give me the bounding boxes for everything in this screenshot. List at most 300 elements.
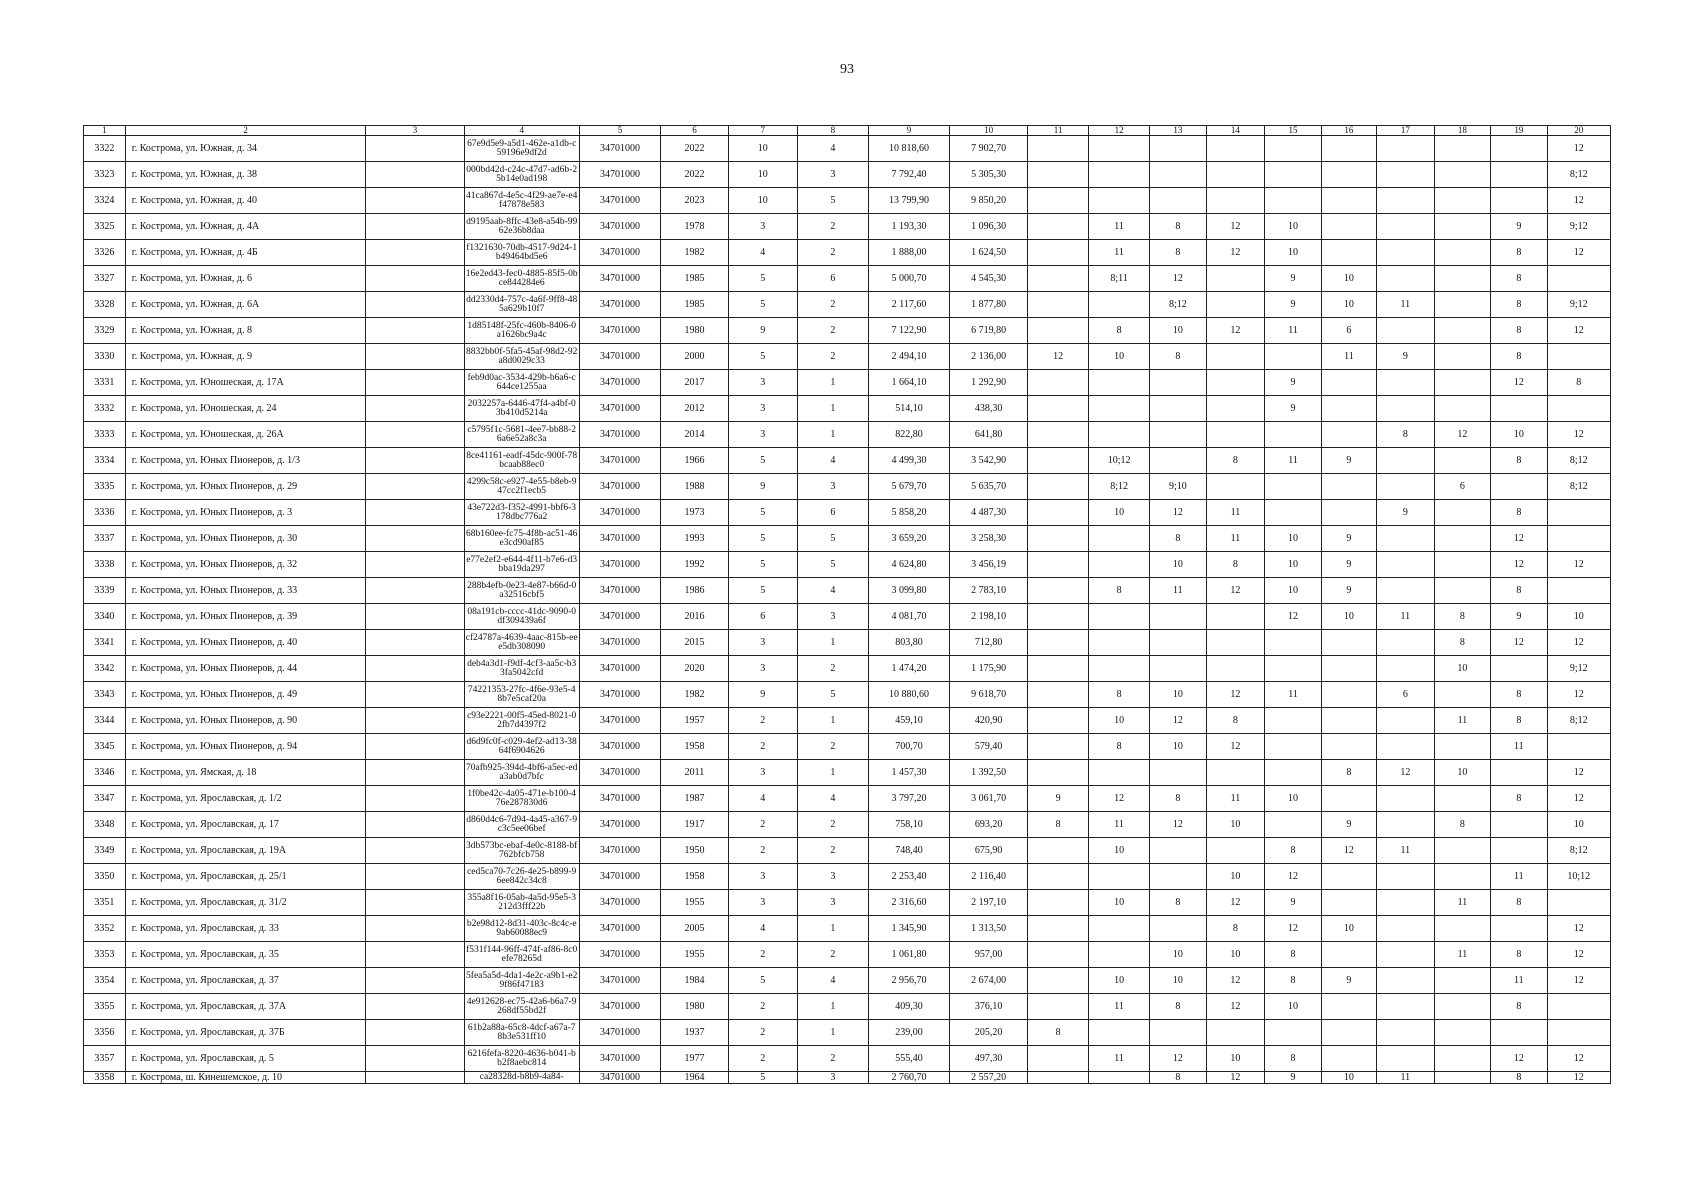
- cell-c11: [1028, 838, 1089, 864]
- cell-col-3: [366, 1072, 464, 1084]
- cell-c20: 9;12: [1547, 214, 1610, 240]
- cell-address: г. Кострома, ул. Юных Пионеров, д. 39: [125, 604, 366, 630]
- cell-c12: [1089, 760, 1150, 786]
- table-row: [84, 396, 1611, 422]
- cell-c11: [1028, 604, 1089, 630]
- cell-c13: 10: [1150, 318, 1206, 344]
- cell-total-area: 700,70: [868, 734, 949, 760]
- cell-c17: [1377, 370, 1435, 396]
- cell-c18: [1434, 136, 1490, 162]
- cell-col-3: [366, 370, 464, 396]
- cell-c15: 10: [1265, 994, 1321, 1020]
- cell-living-area: 376,10: [950, 994, 1028, 1020]
- table-row: [84, 422, 1611, 448]
- cell-floors: 3: [728, 396, 797, 422]
- cell-guid: 08a191cb-cccc-41dc-9090-0df309439a6f: [464, 604, 579, 630]
- table-row: [84, 682, 1611, 708]
- cell-build-year: 1992: [661, 552, 729, 578]
- cell-total-area: 822,80: [868, 422, 949, 448]
- table-row: [84, 370, 1611, 396]
- table-row: [84, 734, 1611, 760]
- cell-c18: [1434, 266, 1490, 292]
- cell-c12: [1089, 526, 1150, 552]
- cell-total-area: 1 061,80: [868, 942, 949, 968]
- cell-living-area: 2 116,40: [950, 864, 1028, 890]
- cell-build-year: 1987: [661, 786, 729, 812]
- cell-guid: 4e912628-ec75-42a6-b6a7-9268df55bd2f: [464, 994, 579, 1020]
- cell-living-area: 641,80: [950, 422, 1028, 448]
- cell-c18: [1434, 968, 1490, 994]
- cell-c16: 11: [1321, 344, 1376, 370]
- cell-c18: 10: [1434, 656, 1490, 682]
- cell-floors: 5: [728, 266, 797, 292]
- cell-living-area: 2 557,20: [950, 1072, 1028, 1084]
- cell-c11: [1028, 994, 1089, 1020]
- cell-total-area: 2 117,60: [868, 292, 949, 318]
- cell-c19: 12: [1491, 526, 1547, 552]
- housing-register-table: [83, 125, 1611, 1084]
- cell-c18: 6: [1434, 474, 1490, 500]
- cell-c17: [1377, 968, 1435, 994]
- cell-c17: 8: [1377, 422, 1435, 448]
- column-number-row: [84, 126, 1611, 136]
- cell-total-area: 748,40: [868, 838, 949, 864]
- cell-living-area: 1 877,80: [950, 292, 1028, 318]
- cell-c18: [1434, 500, 1490, 526]
- cell-c13: [1150, 422, 1206, 448]
- cell-c19: 12: [1491, 370, 1547, 396]
- cell-c12: 10: [1089, 344, 1150, 370]
- cell-c18: [1434, 916, 1490, 942]
- column-number-cell: 7: [728, 126, 797, 136]
- table-row: [84, 786, 1611, 812]
- cell-build-year: 2015: [661, 630, 729, 656]
- cell-c11: [1028, 656, 1089, 682]
- cell-build-year: 1980: [661, 994, 729, 1020]
- cell-guid: 5fea5a5d-4da1-4e2c-a9b1-e29f86f47183: [464, 968, 579, 994]
- cell-living-area: 712,80: [950, 630, 1028, 656]
- cell-entrances: 6: [797, 500, 868, 526]
- cell-total-area: 239,00: [868, 1020, 949, 1046]
- cell-c15: [1265, 630, 1321, 656]
- cell-c20: 8;12: [1547, 474, 1610, 500]
- cell-row-id: 3352: [84, 916, 126, 942]
- cell-c16: 8: [1321, 760, 1376, 786]
- cell-c11: 8: [1028, 812, 1089, 838]
- cell-guid: c5795f1c-5681-4ee7-bb88-26a6e52a8c3a: [464, 422, 579, 448]
- cell-c12: [1089, 1020, 1150, 1046]
- cell-c13: 8;12: [1150, 292, 1206, 318]
- cell-col-3: [366, 682, 464, 708]
- table-row: [84, 344, 1611, 370]
- cell-guid: cf24787a-4639-4aac-815b-eee5db308090: [464, 630, 579, 656]
- cell-c15: [1265, 188, 1321, 214]
- cell-c11: 9: [1028, 786, 1089, 812]
- cell-c13: 12: [1150, 812, 1206, 838]
- cell-c17: [1377, 240, 1435, 266]
- cell-address: г. Кострома, ул. Юных Пионеров, д. 29: [125, 474, 366, 500]
- cell-c17: 6: [1377, 682, 1435, 708]
- cell-living-area: 5 305,30: [950, 162, 1028, 188]
- cell-entrances: 2: [797, 942, 868, 968]
- cell-c14: 10: [1206, 864, 1265, 890]
- cell-c19: [1491, 1020, 1547, 1046]
- cell-row-id: 3339: [84, 578, 126, 604]
- cell-floors: 10: [728, 162, 797, 188]
- cell-row-id: 3357: [84, 1046, 126, 1072]
- cell-c19: [1491, 838, 1547, 864]
- cell-c13: 10: [1150, 552, 1206, 578]
- cell-c17: 9: [1377, 344, 1435, 370]
- cell-c16: 9: [1321, 812, 1376, 838]
- cell-c18: [1434, 734, 1490, 760]
- cell-c15: 9: [1265, 370, 1321, 396]
- cell-build-year: 2012: [661, 396, 729, 422]
- cell-c15: 8: [1265, 838, 1321, 864]
- cell-c14: 12: [1206, 890, 1265, 916]
- cell-entrances: 5: [797, 682, 868, 708]
- cell-total-area: 2 760,70: [868, 1072, 949, 1084]
- cell-address: г. Кострома, ул. Юных Пионеров, д. 94: [125, 734, 366, 760]
- cell-c15: [1265, 162, 1321, 188]
- cell-row-id: 3326: [84, 240, 126, 266]
- cell-c16: 9: [1321, 448, 1376, 474]
- cell-row-id: 3351: [84, 890, 126, 916]
- cell-address: г. Кострома, ул. Южная, д. 4Б: [125, 240, 366, 266]
- cell-row-id: 3345: [84, 734, 126, 760]
- cell-c12: 10: [1089, 968, 1150, 994]
- table-row: [84, 838, 1611, 864]
- cell-entrances: 3: [797, 162, 868, 188]
- cell-build-year: 1958: [661, 734, 729, 760]
- cell-floors: 3: [728, 370, 797, 396]
- cell-col-3: [366, 266, 464, 292]
- cell-address: г. Кострома, ул. Юных Пионеров, д. 3: [125, 500, 366, 526]
- cell-c13: [1150, 1020, 1206, 1046]
- cell-total-area: 2 316,60: [868, 890, 949, 916]
- cell-total-area: 10 818,60: [868, 136, 949, 162]
- cell-c19: 11: [1491, 734, 1547, 760]
- cell-c14: 12: [1206, 240, 1265, 266]
- cell-floors: 5: [728, 552, 797, 578]
- cell-total-area: 4 081,70: [868, 604, 949, 630]
- cell-guid: 288b4efb-0e23-4e87-b66d-0a32516cbf5: [464, 578, 579, 604]
- table-row: [84, 448, 1611, 474]
- cell-c20: 9;12: [1547, 656, 1610, 682]
- cell-oktmo: 34701000: [579, 812, 660, 838]
- cell-c19: [1491, 916, 1547, 942]
- column-number-cell: 20: [1547, 126, 1610, 136]
- cell-c20: 10: [1547, 812, 1610, 838]
- cell-c14: 8: [1206, 916, 1265, 942]
- cell-c18: [1434, 1046, 1490, 1072]
- cell-c15: 11: [1265, 318, 1321, 344]
- cell-c13: [1150, 370, 1206, 396]
- cell-c12: 10;12: [1089, 448, 1150, 474]
- cell-build-year: 1958: [661, 864, 729, 890]
- cell-c17: [1377, 474, 1435, 500]
- cell-build-year: 1985: [661, 292, 729, 318]
- cell-oktmo: 34701000: [579, 734, 660, 760]
- cell-guid: 67e9d5e9-a5d1-462e-a1db-c59196e9df2d: [464, 136, 579, 162]
- cell-c14: [1206, 344, 1265, 370]
- cell-living-area: 1 292,90: [950, 370, 1028, 396]
- cell-c20: 12: [1547, 188, 1610, 214]
- cell-c13: 10: [1150, 682, 1206, 708]
- table-row: [84, 916, 1611, 942]
- cell-address: г. Кострома, ул. Южная, д. 40: [125, 188, 366, 214]
- cell-address: г. Кострома, ул. Южная, д. 9: [125, 344, 366, 370]
- table-row: [84, 188, 1611, 214]
- cell-c20: [1547, 578, 1610, 604]
- cell-row-id: 3341: [84, 630, 126, 656]
- cell-guid: e77e2ef2-e644-4f11-b7e6-d3bba19da297: [464, 552, 579, 578]
- cell-c15: [1265, 760, 1321, 786]
- cell-c16: [1321, 864, 1376, 890]
- cell-floors: 2: [728, 734, 797, 760]
- cell-c14: 11: [1206, 500, 1265, 526]
- cell-col-3: [366, 136, 464, 162]
- cell-c16: [1321, 890, 1376, 916]
- cell-total-area: 1 457,30: [868, 760, 949, 786]
- cell-c13: [1150, 656, 1206, 682]
- cell-entrances: 3: [797, 864, 868, 890]
- cell-c20: 12: [1547, 786, 1610, 812]
- cell-floors: 9: [728, 682, 797, 708]
- cell-build-year: 1984: [661, 968, 729, 994]
- cell-total-area: 3 099,80: [868, 578, 949, 604]
- cell-c14: [1206, 188, 1265, 214]
- cell-c13: 11: [1150, 578, 1206, 604]
- cell-c11: [1028, 500, 1089, 526]
- cell-living-area: 7 902,70: [950, 136, 1028, 162]
- cell-oktmo: 34701000: [579, 292, 660, 318]
- cell-c11: [1028, 292, 1089, 318]
- cell-c14: [1206, 266, 1265, 292]
- cell-living-area: 3 542,90: [950, 448, 1028, 474]
- cell-c17: [1377, 162, 1435, 188]
- cell-c14: 12: [1206, 318, 1265, 344]
- cell-col-3: [366, 812, 464, 838]
- cell-guid: 74221353-27fc-4f6e-93e5-48b7e5caf20a: [464, 682, 579, 708]
- cell-floors: 5: [728, 578, 797, 604]
- cell-row-id: 3343: [84, 682, 126, 708]
- cell-c19: 8: [1491, 266, 1547, 292]
- cell-living-area: 2 783,10: [950, 578, 1028, 604]
- cell-c15: 9: [1265, 292, 1321, 318]
- cell-address: г. Кострома, ул. Ярославская, д. 25/1: [125, 864, 366, 890]
- cell-floors: 3: [728, 422, 797, 448]
- cell-c18: 8: [1434, 604, 1490, 630]
- cell-c14: 10: [1206, 1046, 1265, 1072]
- cell-c15: 8: [1265, 968, 1321, 994]
- cell-build-year: 1973: [661, 500, 729, 526]
- cell-c13: [1150, 448, 1206, 474]
- page-number: 93: [840, 62, 854, 77]
- cell-total-area: 555,40: [868, 1046, 949, 1072]
- cell-c16: [1321, 682, 1376, 708]
- cell-build-year: 1982: [661, 240, 729, 266]
- cell-c15: 10: [1265, 526, 1321, 552]
- cell-oktmo: 34701000: [579, 578, 660, 604]
- cell-guid: f531f144-96ff-474f-af86-8c0efe78265d: [464, 942, 579, 968]
- cell-c11: 12: [1028, 344, 1089, 370]
- cell-row-id: 3356: [84, 1020, 126, 1046]
- cell-c11: [1028, 448, 1089, 474]
- cell-c19: 9: [1491, 214, 1547, 240]
- cell-c15: [1265, 656, 1321, 682]
- cell-floors: 2: [728, 1020, 797, 1046]
- cell-address: г. Кострома, ул. Юношеская, д. 17А: [125, 370, 366, 396]
- cell-floors: 5: [728, 1072, 797, 1084]
- cell-oktmo: 34701000: [579, 604, 660, 630]
- cell-address: г. Кострома, ул. Ярославская, д. 37Б: [125, 1020, 366, 1046]
- cell-address: г. Кострома, ул. Ярославская, д. 33: [125, 916, 366, 942]
- cell-c14: 8: [1206, 448, 1265, 474]
- cell-floors: 10: [728, 188, 797, 214]
- cell-build-year: 2022: [661, 136, 729, 162]
- cell-c18: [1434, 682, 1490, 708]
- cell-c14: 11: [1206, 786, 1265, 812]
- cell-address: г. Кострома, ул. Юношеская, д. 24: [125, 396, 366, 422]
- cell-living-area: 1 096,30: [950, 214, 1028, 240]
- cell-c13: 10: [1150, 968, 1206, 994]
- cell-total-area: 1 664,10: [868, 370, 949, 396]
- cell-build-year: 2017: [661, 370, 729, 396]
- cell-living-area: 2 674,00: [950, 968, 1028, 994]
- cell-entrances: 2: [797, 344, 868, 370]
- cell-oktmo: 34701000: [579, 266, 660, 292]
- cell-c12: [1089, 630, 1150, 656]
- cell-living-area: 9 850,20: [950, 188, 1028, 214]
- cell-oktmo: 34701000: [579, 162, 660, 188]
- cell-guid: 8832bb0f-5fa5-45af-98d2-92a8d0029c33: [464, 344, 579, 370]
- cell-total-area: 13 799,90: [868, 188, 949, 214]
- cell-c18: [1434, 1072, 1490, 1084]
- cell-c17: 11: [1377, 292, 1435, 318]
- cell-c19: 8: [1491, 786, 1547, 812]
- cell-entrances: 1: [797, 396, 868, 422]
- cell-c12: 10: [1089, 708, 1150, 734]
- cell-row-id: 3344: [84, 708, 126, 734]
- cell-c19: [1491, 136, 1547, 162]
- cell-c11: [1028, 136, 1089, 162]
- cell-entrances: 2: [797, 214, 868, 240]
- table-row: [84, 1046, 1611, 1072]
- cell-guid: feb9d0ac-3534-429b-b6a6-c644ce1255aa: [464, 370, 579, 396]
- cell-floors: 3: [728, 630, 797, 656]
- cell-total-area: 1 193,30: [868, 214, 949, 240]
- cell-c12: [1089, 370, 1150, 396]
- cell-c12: [1089, 656, 1150, 682]
- cell-address: г. Кострома, ул. Южная, д. 6А: [125, 292, 366, 318]
- cell-total-area: 2 494,10: [868, 344, 949, 370]
- cell-total-area: 459,10: [868, 708, 949, 734]
- cell-row-id: 3336: [84, 500, 126, 526]
- table-row: [84, 604, 1611, 630]
- cell-entrances: 4: [797, 578, 868, 604]
- cell-c16: 10: [1321, 916, 1376, 942]
- cell-c20: 10;12: [1547, 864, 1610, 890]
- cell-guid: dd2330d4-757c-4a6f-9ff8-485a629b10f7: [464, 292, 579, 318]
- cell-address: г. Кострома, ул. Юных Пионеров, д. 40: [125, 630, 366, 656]
- cell-c12: 10: [1089, 838, 1150, 864]
- cell-c11: [1028, 474, 1089, 500]
- cell-oktmo: 34701000: [579, 994, 660, 1020]
- cell-c16: [1321, 500, 1376, 526]
- cell-entrances: 4: [797, 448, 868, 474]
- cell-build-year: 1957: [661, 708, 729, 734]
- cell-c16: [1321, 734, 1376, 760]
- cell-c20: 12: [1547, 240, 1610, 266]
- cell-entrances: 1: [797, 422, 868, 448]
- cell-c14: 12: [1206, 214, 1265, 240]
- cell-c13: [1150, 604, 1206, 630]
- cell-col-3: [366, 1046, 464, 1072]
- cell-col-3: [366, 396, 464, 422]
- table-row: [84, 292, 1611, 318]
- cell-floors: 5: [728, 500, 797, 526]
- cell-c11: [1028, 890, 1089, 916]
- cell-row-id: 3333: [84, 422, 126, 448]
- cell-c17: [1377, 942, 1435, 968]
- cell-oktmo: 34701000: [579, 344, 660, 370]
- cell-row-id: 3353: [84, 942, 126, 968]
- cell-build-year: 1986: [661, 578, 729, 604]
- cell-col-3: [366, 994, 464, 1020]
- cell-row-id: 3334: [84, 448, 126, 474]
- column-number-cell: 9: [868, 126, 949, 136]
- cell-c20: 12: [1547, 318, 1610, 344]
- cell-col-3: [366, 448, 464, 474]
- cell-row-id: 3323: [84, 162, 126, 188]
- cell-c16: 9: [1321, 526, 1376, 552]
- cell-c13: [1150, 188, 1206, 214]
- cell-entrances: 4: [797, 786, 868, 812]
- cell-c14: [1206, 292, 1265, 318]
- cell-c14: 12: [1206, 994, 1265, 1020]
- table-row: [84, 318, 1611, 344]
- cell-entrances: 1: [797, 1020, 868, 1046]
- cell-c20: 12: [1547, 968, 1610, 994]
- cell-c16: [1321, 656, 1376, 682]
- cell-address: г. Кострома, ул. Ярославская, д. 19А: [125, 838, 366, 864]
- cell-living-area: 957,00: [950, 942, 1028, 968]
- cell-c18: [1434, 188, 1490, 214]
- cell-oktmo: 34701000: [579, 786, 660, 812]
- cell-entrances: 1: [797, 760, 868, 786]
- cell-guid: ced5ca70-7c26-4e25-b899-96ee842c34c8: [464, 864, 579, 890]
- cell-address: г. Кострома, ул. Южная, д. 8: [125, 318, 366, 344]
- cell-c16: [1321, 994, 1376, 1020]
- table-row: [84, 890, 1611, 916]
- column-number-cell: 8: [797, 126, 868, 136]
- cell-address: г. Кострома, ул. Южная, д. 4А: [125, 214, 366, 240]
- cell-living-area: 1 624,50: [950, 240, 1028, 266]
- cell-floors: 10: [728, 136, 797, 162]
- cell-floors: 2: [728, 994, 797, 1020]
- cell-guid: 6216fefa-8220-4636-b041-bb2f8aebc814: [464, 1046, 579, 1072]
- cell-build-year: 2005: [661, 916, 729, 942]
- cell-c13: [1150, 760, 1206, 786]
- cell-c14: [1206, 136, 1265, 162]
- cell-c20: [1547, 396, 1610, 422]
- cell-living-area: 9 618,70: [950, 682, 1028, 708]
- cell-c13: 10: [1150, 734, 1206, 760]
- cell-col-3: [366, 526, 464, 552]
- cell-c15: [1265, 136, 1321, 162]
- cell-total-area: 1 474,20: [868, 656, 949, 682]
